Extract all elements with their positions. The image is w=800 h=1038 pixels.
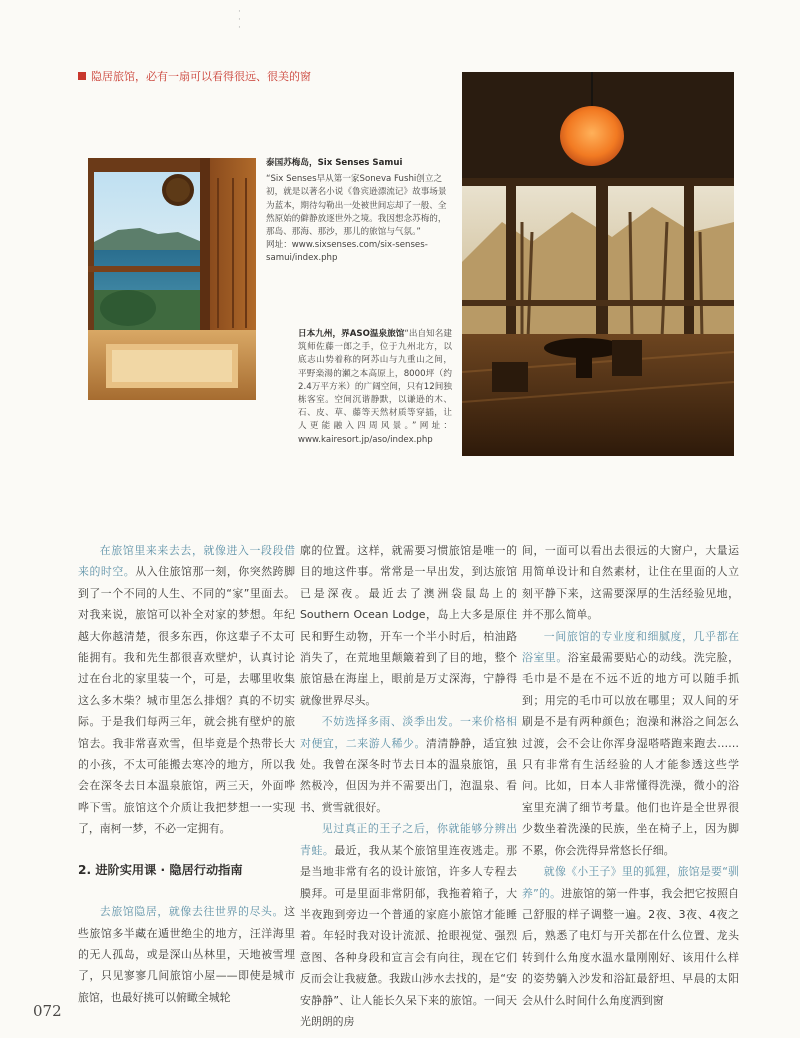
article-column-2 <box>300 540 517 1032</box>
col1-p2-text: 这些旅馆多半藏在遁世绝尘的地方，汪洋海里的无人孤岛，或是深山丛林里，天地被雪埋了，只见寥寥几间旅馆小屋——即使是城市旅馆，也最好挑可以俯瞰全城轮 <box>78 905 295 1004</box>
caption-aso-title: 日本九州，界ASO温泉旅馆 <box>298 329 405 339</box>
col3-p3-highlight: 就像《小王子》里的狐狸，旅馆是要“驯养”的。 <box>522 865 739 900</box>
caption-samui-url: 网址：www.sixsenses.com/six-senses-samui/index.php <box>266 240 428 264</box>
col3-paragraph-1: 间，一面可以看出去很远的大窗户，大量运用简单设计和自然素材，让住在里面的人立刻平静下来，这需要深厚的生活经验见地，并不那么简单。 <box>522 544 739 622</box>
col1-p2-highlight: 去旅馆隐居，就像去往世界的尽头。 <box>99 905 285 919</box>
col2-paragraph-2 <box>300 711 517 818</box>
col2-p3-highlight: 见过真正的王子之后，你就能够分辨出青蛙。 <box>300 822 517 857</box>
page-number: 072 <box>33 1002 62 1020</box>
col2-p3-text: 最近，我从某个旅馆里连夜逃走。那是当地非常有名的设计旅馆，许多人专程去膜拜。可是里面非常阴郁，我拖着箱子，大半夜跑到旁边一个普通的家庭小旅馆才能睡着。年轻时我对设计流派、抢眼视觉、强烈意图、各种身段和宣言会有向往，现在它们反而会让我疲惫。我跋山涉水去找的，是“安安静静”、让人能长久呆下来的旅馆。一间天光朗朗的房 <box>300 843 517 1028</box>
col2-paragraph-1: 廓的位置。这样，就需要习惯旅馆是唯一的目的地这件事。常常是一早出发，到达旅馆已是深夜。最近去了澳洲袋鼠岛上的Southern Ocean Lodge，岛上大多是原住民和野生动物，开车一个半小时后，柏油路消失了，在荒地里颠簸着到了目的地，整个旅馆悬在海崖上，眼前是万丈深海，宁静得就像世界尽头。 <box>300 544 517 707</box>
article-column-1 <box>78 540 295 1008</box>
caption-kai-aso <box>298 328 452 447</box>
col3-paragraph-2 <box>522 626 739 861</box>
caption-six-senses-samui <box>266 157 452 266</box>
article-column-3 <box>522 540 739 1011</box>
col3-p2-text: 浴室最需要贴心的动线。洗完脸，毛巾是不是在不远不近的地方可以随手抓到；用完的毛巾可以放在哪里；双人间的牙刷是不是有两种颜色；泡澡和淋浴之间怎么过渡，会不会让你浑身湿嗒嗒跑来跑去……只有非常有生活经验的人才能参透这些学问。比如，日本人非常懂得洗澡，微小的浴室里充满了细节考量。他们也许是全世界很少数坐着洗澡的民族，坐在椅子上，因为脚不累，你会洗得异常悠长仔细。 <box>522 651 739 857</box>
col3-paragraph-3 <box>522 861 739 1011</box>
photo-six-senses-samui-bath <box>88 158 256 400</box>
header-text: 隐居旅馆，必有一扇可以看得很远、很美的窗 <box>91 70 311 83</box>
col2-paragraph-3 <box>300 818 517 1032</box>
top-registration-mark: · · · <box>238 7 241 33</box>
col2-p2-highlight: 不妨选择多雨、淡季出发。一来价格相对便宜，二来游人稀少。 <box>300 715 517 750</box>
col3-p3-text: 进旅馆的第一件事，我会把它按照自己舒服的样子调整一遍。2夜、3夜、4夜之后，熟悉了电灯与开关都在什么位置、龙头转到什么角度水温水量刚刚好、该用什么样的姿势躺入沙发和浴缸最舒坦、早晨的太阳会从什么时间什么角度洒到窗 <box>522 886 739 1007</box>
col1-p1-text: 从入住旅馆那一刻，你突然跨脚到了一个不同的人生、不同的“家”里面去。对我来说，旅馆可以补全对家的梦想。年纪越大你越清楚，很多东西，你这辈子不太可能拥有。我和先生都很喜欢壁炉，认真讨论过在台北的家里装一个，可是，去哪里收集这么多木柴？城市里怎么排烟？真的不切实际。于是我们每两三年，就会挑有壁炉的旅馆去。我非常喜欢雪，但毕竟是个热带长大的小孩，不太可能搬去寒冷的地方，所以我会在深冬去日本温泉旅馆，两三天，外面哗哗下雪。旅馆这个介质让我把梦想一一实现了，南柯一梦，不必一定拥有。 <box>78 565 295 836</box>
section-header <box>78 68 311 84</box>
photo-kai-aso-lounge <box>462 72 734 456</box>
caption-samui-title: 泰国苏梅岛，Six Senses Samui <box>266 158 403 168</box>
col1-paragraph-2 <box>78 901 295 1008</box>
col1-p1-highlight: 在旅馆里来来去去，就像进入一段段借来的时空。 <box>78 544 295 579</box>
col3-p2-highlight: 一间旅馆的专业度和细腻度，几乎都在浴室里。 <box>522 629 739 665</box>
header-square-icon <box>78 72 86 80</box>
caption-aso-body: “出自知名建筑师佐藤一郎之手，位于九州北方，以底志山势着称的阿苏山与九重山之间，平野楽湯的瀬之本高原上，8000坪（约2.4万平方米）的广阔空间，只有12间独栋客室。空间沉谐静默，以谦逊的木、石、皮、草、藤等天然材质等穿插，让人更能融入四周风景。” <box>298 329 452 432</box>
caption-samui-body: “Six Senses早从第一家Soneva Fushi创立之初，就是以著名小说《鲁宾逊漂流记》故事场景为蓝本，期待勾勒出一处被世间忘却了一般、全然原始的僻静放逐世外之境。我因想念苏梅的，那岛、那海、那沙，那儿的旅馆与气氛。” <box>266 174 447 238</box>
col1-paragraph-1 <box>78 540 295 840</box>
section-heading: 2. 进阶实用课 · 隐居行动指南 <box>78 862 243 877</box>
col2-p2-text: 清清静静，适宜独处。我曾在深冬时节去日本的温泉旅馆，虽然极冷，但因为并不需要出门，泡温泉、看书、赏雪就很好。 <box>300 736 517 814</box>
caption-aso-text <box>298 328 452 447</box>
caption-aso-url: 网址：www.kairesort.jp/aso/index.php <box>298 421 452 445</box>
